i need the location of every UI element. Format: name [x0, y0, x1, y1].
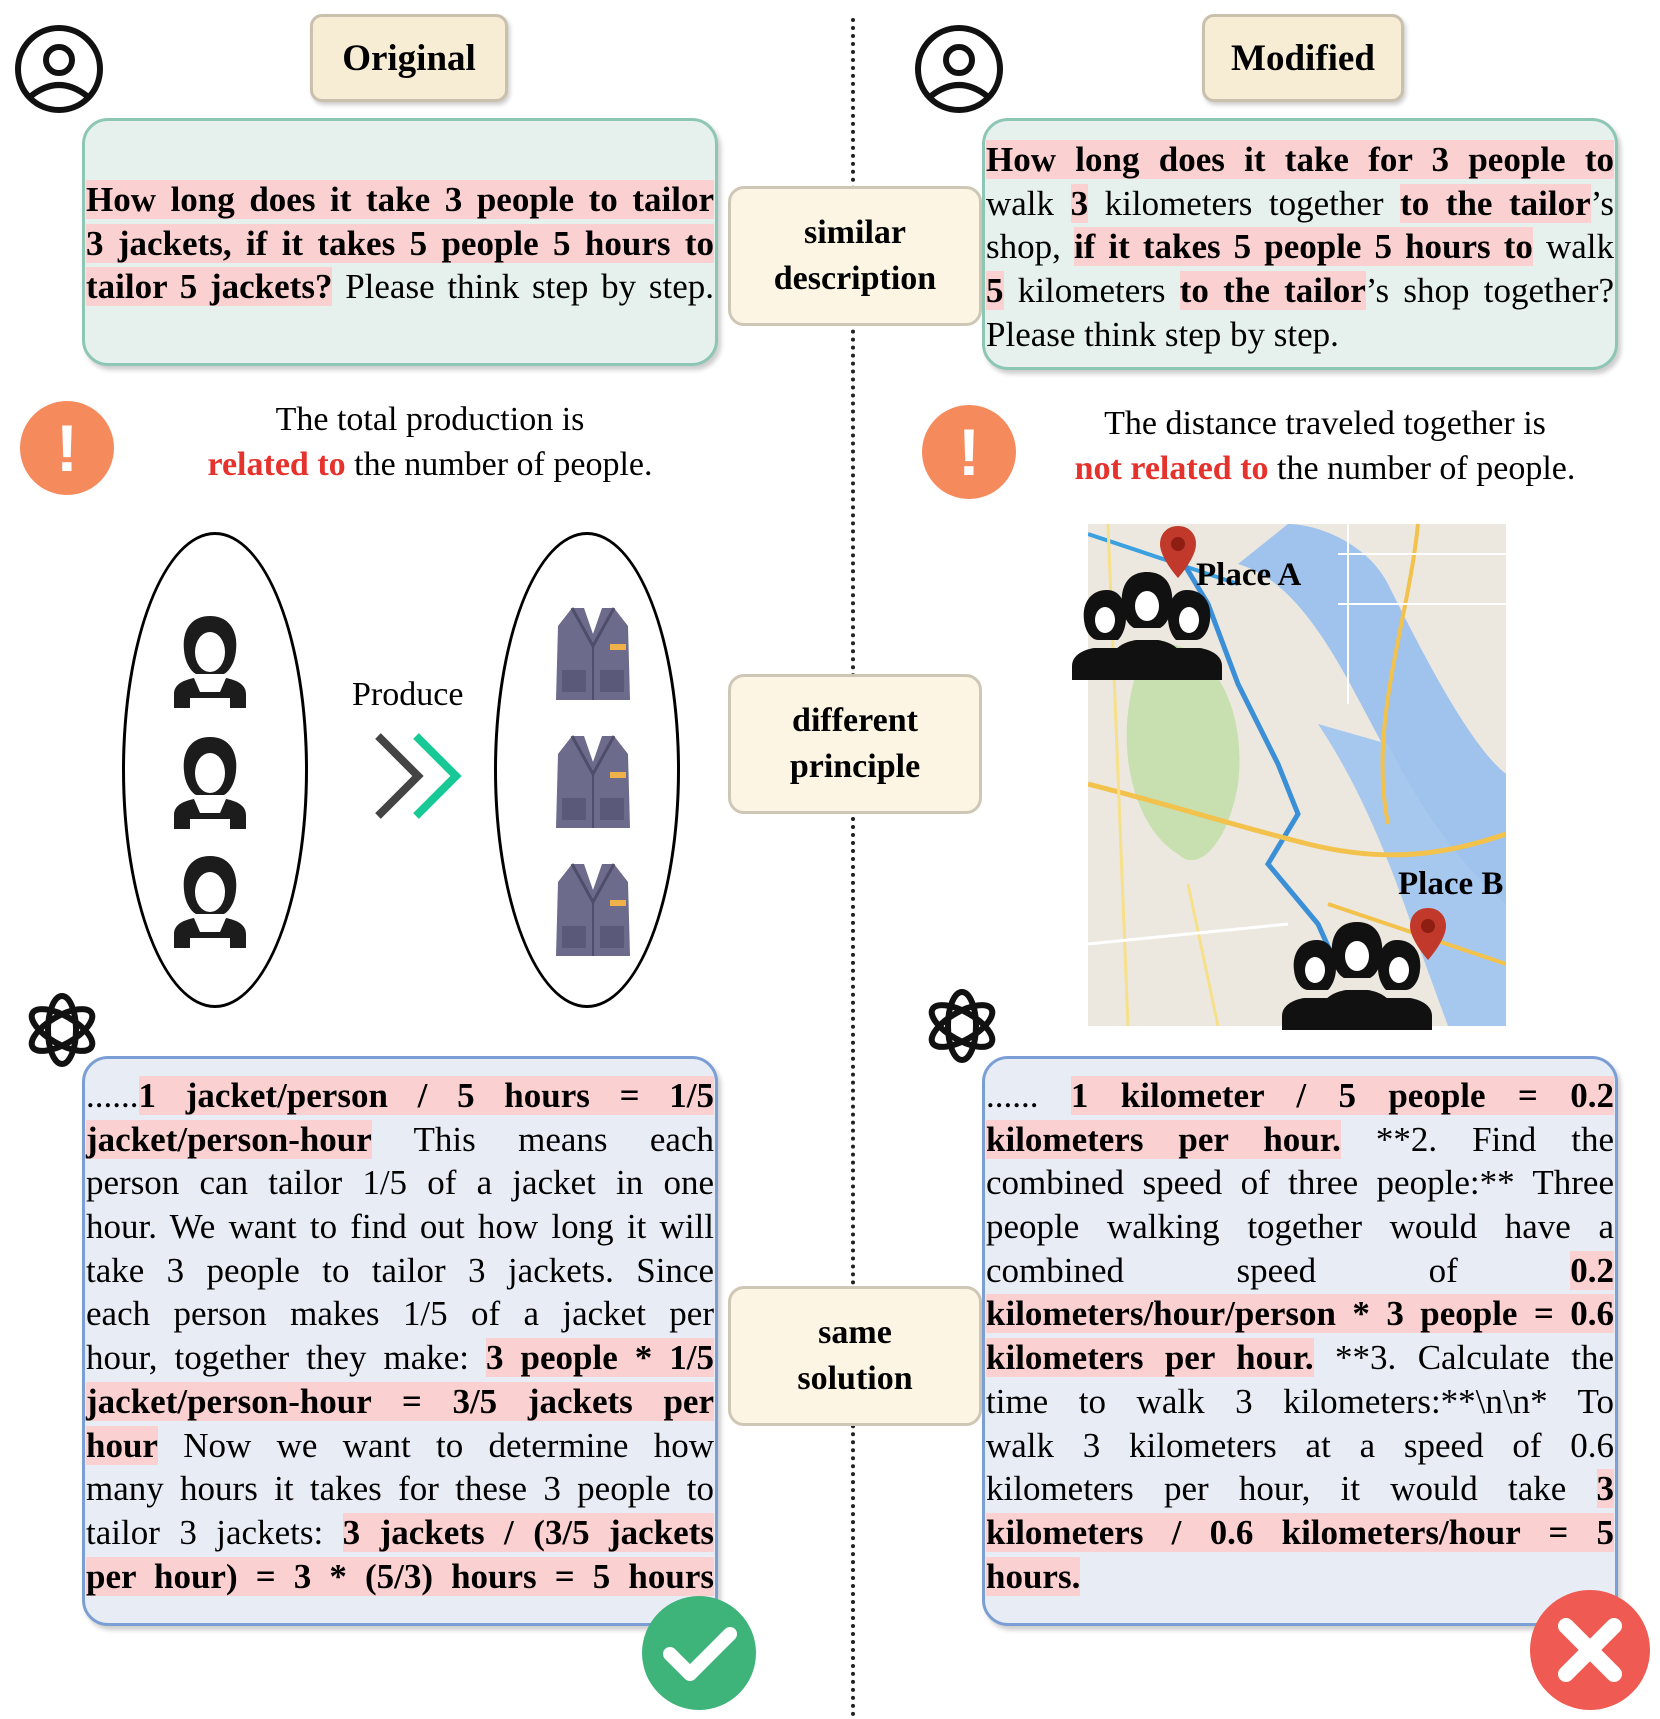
jacket-icon: [548, 732, 638, 832]
highlighted-text: 3: [1070, 183, 1089, 223]
text-line: [986, 269, 1614, 313]
original-header: [310, 14, 508, 102]
plain-text: **2. Find the: [1340, 1119, 1615, 1159]
different-principle-tag: [728, 674, 982, 814]
text-line: [986, 1249, 1614, 1293]
text-line: [986, 1205, 1614, 1249]
plain-text: ’s shop together?: [1365, 271, 1614, 311]
text-line: [986, 1336, 1614, 1380]
chatgpt-logo-icon: [916, 980, 1008, 1072]
warning-icon-left: !: [20, 401, 114, 495]
jacket-icon: [548, 860, 638, 960]
modified-note-rest: the number of people.: [1268, 450, 1576, 487]
text-line: [86, 1424, 714, 1468]
plain-text: Please think step by step.: [332, 267, 714, 307]
modified-note-red: not related to: [1074, 450, 1269, 487]
text-line: [86, 1249, 714, 1293]
highlighted-text: 3 jackets, if it takes 5 people 5 hours to: [86, 223, 714, 263]
place-a-label: Place A: [1196, 557, 1302, 593]
text-line: [86, 222, 714, 266]
highlighted-text: kilometers per hour.: [986, 1338, 1314, 1378]
plain-text: ......: [986, 1076, 1071, 1115]
place-b-label: Place B: [1398, 866, 1504, 902]
similar-description-tag: [728, 186, 982, 326]
highlighted-text: hours.: [986, 1556, 1081, 1596]
cross-icon: [1528, 1588, 1652, 1712]
description-label: description: [773, 260, 937, 297]
plain-text: kilometers: [1003, 271, 1180, 311]
highlighted-text: 5: [986, 271, 1004, 311]
text-line: [986, 1161, 1614, 1205]
plain-text: hour. We want to find out how long it will: [86, 1207, 714, 1247]
highlighted-text: jacket/person-hour: [86, 1119, 372, 1159]
person-icon: [170, 612, 250, 708]
highlighted-text: tailor 5 jackets?: [86, 267, 333, 307]
highlighted-text: How long does it take for 3 people to: [986, 140, 1614, 179]
plain-text: walk: [1532, 227, 1614, 267]
highlighted-text: 1 jacket/person / 5 hours = 1/5: [138, 1076, 714, 1115]
original-question-text: [86, 178, 714, 309]
text-line: [986, 1380, 1614, 1424]
plain-text: This means each: [371, 1119, 714, 1159]
plain-text: **3. Calculate the: [1313, 1338, 1615, 1378]
text-line: [986, 138, 1614, 182]
double-chevron-right-icon: [372, 728, 472, 824]
plain-text: ......: [86, 1076, 139, 1115]
highlighted-text: 1 kilometer / 5 people = 0.2: [1070, 1076, 1615, 1115]
plain-text: walk: [986, 183, 1071, 223]
modified-header: [1202, 14, 1404, 102]
text-line: [986, 1555, 1614, 1599]
solution-label: solution: [797, 1360, 913, 1397]
highlighted-text: to the tailor: [1179, 271, 1366, 311]
modified-answer-text: [986, 1074, 1614, 1598]
plain-text: combined speed of three people:** Three: [986, 1163, 1614, 1203]
text-line: [86, 1467, 714, 1511]
same-label: same: [818, 1314, 892, 1351]
original-header-label: Original: [342, 37, 476, 79]
text-line: [86, 1292, 714, 1336]
plain-text: kilometers per hour, it would take: [986, 1469, 1597, 1509]
user-icon-right: [914, 24, 1004, 114]
text-line: [86, 178, 714, 222]
plain-text: walk 3 kilometers at a speed of 0.6: [986, 1425, 1614, 1465]
highlighted-text: 3 jackets / (3/5 jackets: [342, 1512, 714, 1552]
highlighted-text: 3 people * 1/5: [486, 1338, 715, 1378]
highlighted-text: jacket/person-hour = 3/5 jackets per: [86, 1381, 714, 1421]
text-line: [986, 225, 1614, 269]
text-line: [86, 1118, 714, 1162]
original-answer-text: [86, 1074, 714, 1598]
modified-note: [1040, 401, 1610, 491]
text-line: [986, 313, 1614, 357]
text-line: [86, 1511, 714, 1555]
highlighted-text: 3: [1596, 1469, 1614, 1509]
text-line: [986, 1424, 1614, 1468]
plain-text: hour, together they make:: [86, 1338, 487, 1378]
jacket-icon: [548, 604, 638, 704]
plain-text: many hours it takes for these 3 people to: [86, 1469, 714, 1509]
text-line: [86, 1161, 714, 1205]
highlighted-text: if it takes 5 people 5 hours to: [1073, 227, 1533, 267]
text-line: [86, 265, 714, 309]
plain-text: each person makes 1/5 of a jacket per: [86, 1294, 714, 1334]
group-of-people-icon: [1072, 570, 1222, 680]
highlighted-text: 0.2: [1570, 1250, 1614, 1290]
highlighted-text: to the tailor: [1400, 183, 1591, 223]
original-note-line1: The total production is: [275, 401, 585, 438]
modified-note-line1: The distance traveled together is: [1104, 405, 1546, 442]
plain-text: tailor 3 jackets:: [86, 1512, 343, 1552]
person-icon: [170, 852, 250, 948]
group-of-people-icon: [1282, 920, 1432, 1030]
same-solution-tag: [728, 1286, 982, 1426]
plain-text: take 3 people to tailor 3 jackets. Since: [86, 1250, 714, 1290]
original-note-red: related to: [207, 446, 346, 483]
text-line: [86, 1205, 714, 1249]
plain-text: ’s: [1590, 183, 1614, 223]
plain-text: shop,: [986, 227, 1074, 267]
text-line: [986, 1511, 1614, 1555]
plain-text: Please think step by step.: [986, 314, 1339, 354]
highlighted-text: per hour) = 3 * (5/3) hours = 5 hours: [86, 1556, 714, 1596]
plain-text: Now we want to determine how: [157, 1425, 714, 1465]
highlighted-text: kilometers / 0.6 kilometers/hour = 5: [986, 1512, 1614, 1552]
plain-text: person can tailor 1/5 of a jacket in one: [86, 1163, 714, 1203]
plain-text: combined speed of: [986, 1250, 1571, 1290]
similar-label: similar: [804, 214, 906, 251]
text-line: [986, 1467, 1614, 1511]
text-line: [86, 1074, 714, 1118]
highlighted-text: How long does it take 3 people to tailor: [86, 180, 714, 219]
principle-label: principle: [789, 748, 921, 785]
highlighted-text: hour: [86, 1425, 158, 1465]
original-note-rest: the number of people.: [345, 446, 653, 483]
modified-header-label: Modified: [1231, 37, 1375, 79]
text-line: [986, 1118, 1614, 1162]
highlighted-text: kilometers per hour.: [986, 1119, 1341, 1159]
different-label: different: [792, 702, 918, 739]
person-icon: [170, 733, 250, 829]
user-icon-left: [14, 24, 104, 114]
warning-icon-right: !: [922, 405, 1016, 499]
text-line: [86, 1380, 714, 1424]
produce-label: Produce: [352, 676, 464, 713]
text-line: [986, 182, 1614, 226]
plain-text: kilometers together: [1088, 183, 1401, 223]
check-icon: [640, 1594, 758, 1712]
modified-question-text: [986, 138, 1614, 356]
text-line: [86, 1336, 714, 1380]
plain-text: time to walk 3 kilometers:**\n\n* To: [986, 1381, 1614, 1421]
text-line: [986, 1074, 1614, 1118]
text-line: [986, 1292, 1614, 1336]
text-line: [86, 1555, 714, 1599]
highlighted-text: kilometers/hour/person * 3 people = 0.6: [986, 1294, 1614, 1334]
original-note: [150, 397, 710, 487]
plain-text: people walking together would have a: [986, 1207, 1614, 1247]
